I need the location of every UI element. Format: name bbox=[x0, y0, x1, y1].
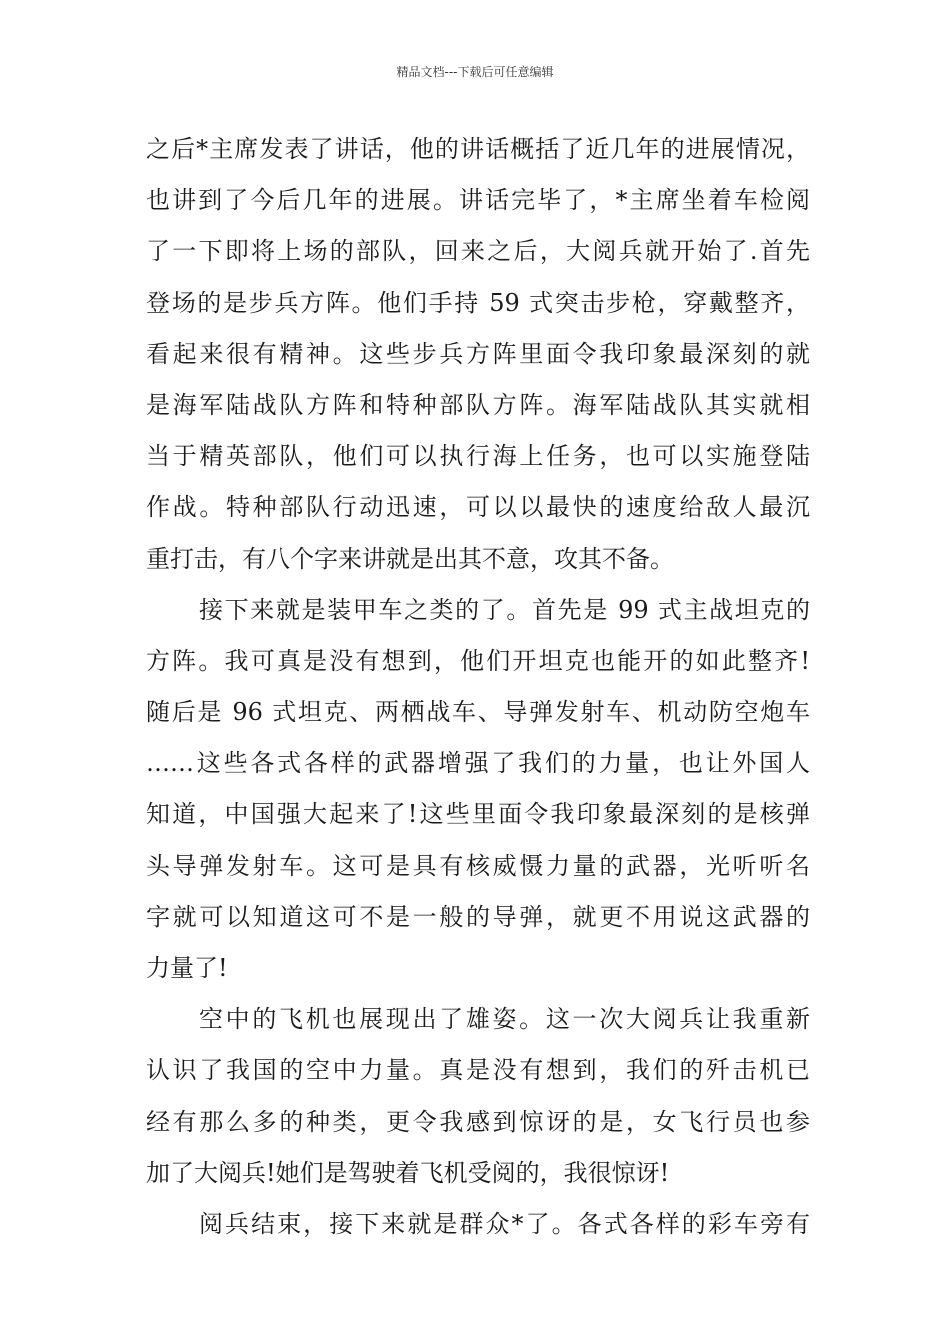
text-line: 阅兵结束，接下来就是群众*了。各式各样的彩车旁有 bbox=[199, 1209, 810, 1238]
text-line: 当于精英部队，他们可以执行海上任务，也可以实施登陆 bbox=[146, 442, 810, 471]
text-line: 经有那么多的种类，更令我感到惊讶的是，女飞行员也参 bbox=[146, 1107, 810, 1136]
text-line: 知道，中国强大起来了!这些里面令我印象最深刻的是核弹 bbox=[146, 800, 810, 829]
text-line: 登场的是步兵方阵。他们手持 59 式突击步枪，穿戴整齐， bbox=[146, 288, 810, 317]
text-line: 了一下即将上场的部队，回来之后，大阅兵就开始了.首先 bbox=[146, 237, 810, 266]
text-line: 接下来就是装甲车之类的了。首先是 99 式主战坦克的 bbox=[199, 595, 810, 624]
text-line: 重打击，有八个字来讲就是出其不意，攻其不备。 bbox=[146, 544, 674, 573]
text-line: 头导弹发射车。这可是具有核威慑力量的武器，光听听名 bbox=[146, 851, 810, 880]
text-line: 加了大阅兵!她们是驾驶着飞机受阅的，我很惊讶! bbox=[146, 1158, 670, 1187]
text-line: 字就可以知道这可不是一般的导弹，就更不用说这武器的 bbox=[146, 902, 810, 931]
text-line: 之后*主席发表了讲话，他的讲话概括了近几年的进展情况， bbox=[146, 135, 810, 163]
text-line: 随后是 96 式坦克、两栖战车、导弹发射车、机动防空炮车 bbox=[146, 698, 810, 727]
text-line: 是海军陆战队方阵和特种部队方阵。海军陆战队其实就相 bbox=[146, 390, 810, 419]
document-body bbox=[146, 124, 810, 1250]
text-line: 作战。特种部队行动迅速，可以以最快的速度给敌人最沉 bbox=[146, 493, 810, 522]
text-line: ……这些各式各样的武器增强了我们的力量，也让外国人 bbox=[146, 749, 810, 778]
text-line: 认识了我国的空中力量。真是没有想到，我们的歼击机已 bbox=[146, 1056, 810, 1085]
text-line: 看起来很有精神。这些步兵方阵里面令我印象最深刻的就 bbox=[146, 339, 810, 368]
text-line: 空中的飞机也展现出了雄姿。这一次大阅兵让我重新 bbox=[199, 1005, 810, 1034]
text-line: 力量了! bbox=[146, 954, 228, 982]
text-line: 方阵。我可真是没有想到，他们开坦克也能开的如此整齐! bbox=[146, 646, 810, 675]
page-header: 精品文档---下载后可任意编辑 bbox=[396, 65, 554, 79]
text-line: 也讲到了今后几年的进展。讲话完毕了，*主席坐着车检阅 bbox=[146, 186, 810, 215]
